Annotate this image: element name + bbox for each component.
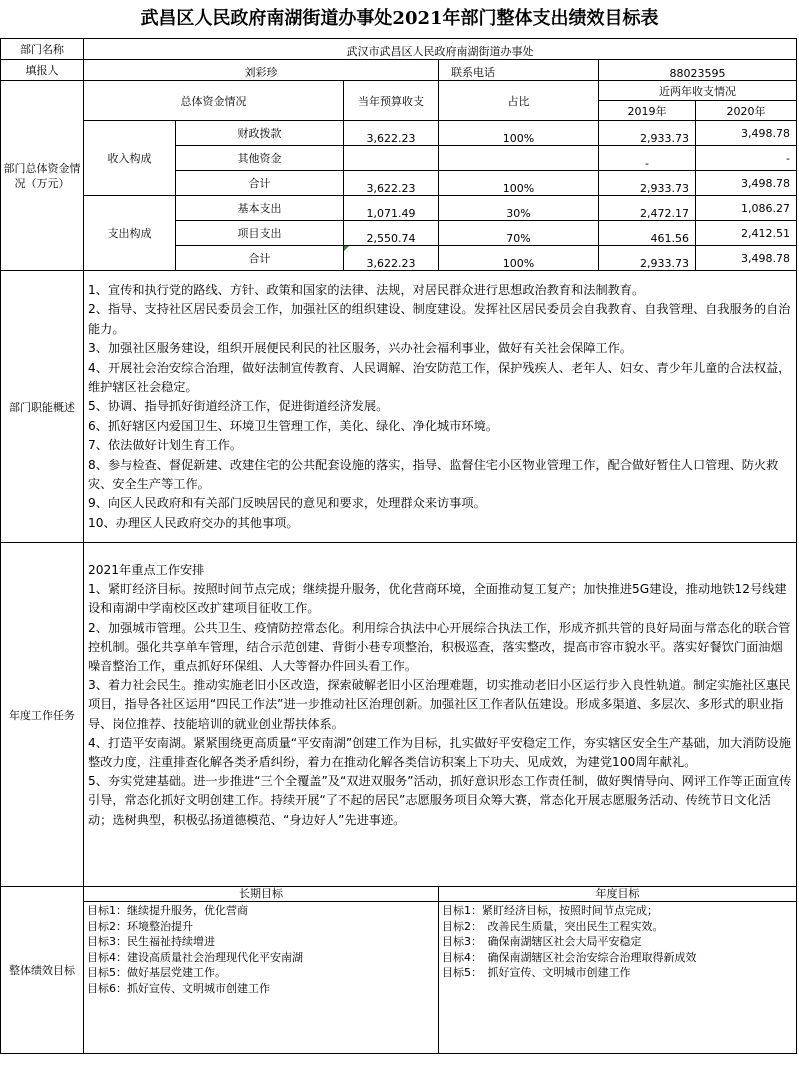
annual-goal-item: 目标1：紧盯经济目标，按照时间节点完成； [442, 904, 658, 917]
expense-item-name: 项目支出 [176, 221, 344, 246]
function-item: 7、依法做好计划生育工作。 [88, 438, 243, 453]
task-item: 5、夯实党建基础。进一步推进“三个全覆盖”及“双进双服务”活动，抓好意识形态工作责任制，做好舆情导向、网评工作等正面宣传引导，常态化抓好文明创建工作。持续开展“了不起的居民”志愿服务项目众筹大赛，常态化开展志愿服务活动、传统节日文化活动；选树典型，积极弘扬道德模范、“身边好人”先进事迹。 [88, 774, 792, 827]
function-item: 10、办理区人民政府交办的其他事项。 [88, 515, 299, 530]
dept-label: 部门名称 [1, 39, 84, 60]
dept-row [1, 39, 797, 60]
function-item: 6、抓好辖区内爱国卫生、环境卫生管理工作，美化、绿化、净化城市环境。 [88, 418, 498, 433]
tasks-label: 年度工作任务 [1, 543, 84, 887]
expense-item-budget[interactable]: 3,622.23 [344, 246, 439, 271]
income-item-name: 财政拨款 [176, 121, 344, 146]
tasks-content[interactable] [84, 543, 797, 887]
income-item-name: 其他资金 [176, 146, 344, 171]
tasks-row [1, 543, 797, 887]
annual-goal-item: 目标3： 确保南湖辖区社会大局平安稳定 [442, 935, 642, 949]
long-term-goal-item: 目标4：建设高质量社会治理现代化平安南湖 [87, 950, 303, 964]
recent-header: 近两年收支情况 [599, 81, 797, 101]
income-item-ratio[interactable]: 100% [439, 171, 599, 196]
income-item-ratio[interactable] [439, 146, 599, 171]
expense-item-ratio[interactable]: 100% [439, 246, 599, 271]
filler-label: 填报人 [1, 60, 84, 81]
filler-name[interactable]: 刘彩珍 [84, 60, 439, 81]
sheet-title: 武昌区人民政府南湖街道办事处2021年部门整体支出绩效目标表 [140, 8, 659, 29]
expense-item-name: 合计 [176, 246, 344, 271]
filler-row [1, 60, 797, 81]
dept-value[interactable]: 武汉市武昌区人民政府南湖街道办事处 [84, 39, 797, 60]
long-term-goal-item: 目标2：环境整治提升 [87, 919, 193, 933]
expense-item-2020[interactable]: 2,412.51 [696, 221, 797, 246]
function-item: 9、向区人民政府和有关部门反映居民的意见和要求，处理群众来访事项。 [88, 496, 486, 511]
function-item: 3、加强社区服务建设，组织开展便民利民的社区服务，兴办社会福利事业，做好有关社会保障工作。 [88, 341, 633, 356]
task-item: 1、紧盯经济目标。按照时间节点完成；继续提升服务，优化营商环境，全面推动复工复产；加快推进5G建设，推动地铁12号线建设和南湖中学南校区改扩建项目征收工作。 [88, 582, 787, 616]
expense-item-ratio[interactable]: 30% [439, 196, 599, 221]
expense-item-2020[interactable]: 3,498.78 [696, 246, 797, 271]
task-item: 4、打造平安南湖。紧紧围绕更高质量“平安南湖”创建工作为目标，扎实做好平安稳定工作，夯实辖区安全生产基础，加大消防设施整改力度，注重排查化解各类矛盾纠纷，着力在推动化解各类信访积案上下功夫、见成效，为建党100周年献礼。 [88, 735, 791, 770]
expense-item-budget[interactable]: 1,071.49 [344, 196, 439, 221]
income-row [1, 121, 797, 146]
year-2019-header: 2019年 [599, 101, 696, 121]
funds-header-row-1 [1, 81, 797, 101]
expense-label: 支出构成 [84, 196, 176, 271]
long-term-goal-item: 目标3：民生福祉持续增进 [87, 935, 215, 949]
long-term-goal-item: 目标1：继续提升服务，优化营商 [87, 904, 248, 917]
annual-goals-header: 年度目标 [439, 887, 797, 902]
annual-goals[interactable] [439, 902, 797, 1054]
income-item-budget[interactable]: 3,622.23 [344, 171, 439, 196]
expense-item-2020[interactable]: 1,086.27 [696, 196, 797, 221]
function-item: 5、协调、指导抓好街道经济工作，促进街道经济发展。 [88, 399, 389, 414]
year-2020-header: 2020年 [696, 101, 797, 121]
overall-funds-header: 总体资金情况 [84, 81, 344, 121]
income-label: 收入构成 [84, 121, 176, 196]
income-item-budget[interactable]: 3,622.23 [344, 121, 439, 146]
annual-goal-item: 目标4： 确保南湖辖区社会治安综合治理取得新成效 [442, 950, 697, 964]
tasks-heading: 2021年重点工作安排 [88, 563, 205, 577]
expense-item-name: 基本支出 [176, 196, 344, 221]
functions-content[interactable] [84, 271, 797, 543]
long-term-goals[interactable] [84, 902, 439, 1054]
income-item-ratio[interactable]: 100% [439, 121, 599, 146]
goals-header-row [1, 887, 797, 902]
functions-row [1, 271, 797, 543]
income-item-2019[interactable]: 2,933.73 [599, 171, 696, 196]
annual-goal-item: 目标2： 改善民生质量，突出民生工程实效。 [442, 919, 664, 933]
goals-label: 整体绩效目标 [1, 887, 84, 1054]
expense-item-ratio[interactable]: 70% [439, 221, 599, 246]
goals-row [1, 902, 797, 1054]
long-term-goal-item: 目标5：做好基层党建工作。 [87, 966, 226, 980]
income-item-2020[interactable]: - [696, 146, 797, 171]
budget-header: 当年预算收支 [344, 81, 439, 121]
long-term-goal-item: 目标6：抓好宣传、文明城市创建工作 [87, 981, 270, 995]
expense-item-2019[interactable]: 461.56 [599, 221, 696, 246]
income-item-2019[interactable]: 2,933.73 [599, 121, 696, 146]
functions-label: 部门职能概述 [1, 271, 84, 543]
function-item: 4、开展社会治安综合治理，做好法制宣传教育、人民调解、治安防范工作，保护残疾人、老年人、妇女、青少年儿童的合法权益，维护辖区社会稳定。 [88, 360, 791, 395]
task-item: 2、加强城市管理。公共卫生、疫情防控常态化。利用综合执法中心开展综合执法工作，形成齐抓共管的良好局面与常态化的联合管控机制。强化共享单车管理，结合示范创建、背街小巷专项整治，积极巡查，落实整改，提高市容市貌水平。落实好餐饮门面油烟噪音整治工作，重点抓好环保组、人大等督办件回头看工作。 [88, 620, 791, 674]
ratio-header: 占比 [439, 81, 599, 121]
funds-section-label: 部门总体资金情况（万元） [1, 81, 84, 271]
long-term-goals-header: 长期目标 [84, 887, 439, 902]
expense-item-2019[interactable]: 2,472.17 [599, 196, 696, 221]
expense-row [1, 196, 797, 221]
income-item-budget[interactable] [344, 146, 439, 171]
target-table [0, 38, 797, 1054]
function-item: 1、宣传和执行党的路线、方针、政策和国家的法律、法规，对居民群众进行思想政治教育和法制教育。 [88, 283, 645, 297]
income-item-2019[interactable]: - [599, 146, 696, 171]
function-item: 2、指导、支持社区居民委员会工作，加强社区的组织建设、制度建设。发挥社区居民委员会自我教育、自我管理、自我服务的自治能力。 [88, 302, 791, 336]
function-item: 8、参与检查、督促新建、改建住宅的公共配套设施的落实，指导、监督住宅小区物业管理工作，配合做好暂住人口管理、防火救灾、安全生产等工作。 [88, 457, 779, 492]
expense-item-2019[interactable]: 2,933.73 [599, 246, 696, 271]
income-item-2020[interactable]: 3,498.78 [696, 171, 797, 196]
income-item-2020[interactable]: 3,498.78 [696, 121, 797, 146]
phone-label: 联系电话 [439, 60, 599, 81]
task-item: 3、着力社会民生。推动实施老旧小区改造，探索破解老旧小区治理难题，切实推动老旧小区运行步入良性轨道。制定实施社区惠民项目，指导各社区运用“四民工作法”进一步推动社区治理创新。加强社区工作者队伍建设。形成多渠道、多层次、多形式的职业指导、岗位推荐、技能培训的就业创业帮扶体系。 [88, 678, 791, 731]
phone-value[interactable]: 88023595 [599, 60, 797, 81]
annual-goal-item: 目标5： 抓好宣传、文明城市创建工作 [442, 966, 631, 980]
income-item-name: 合计 [176, 171, 344, 196]
expense-item-budget[interactable]: 2,550.74 [344, 221, 439, 246]
